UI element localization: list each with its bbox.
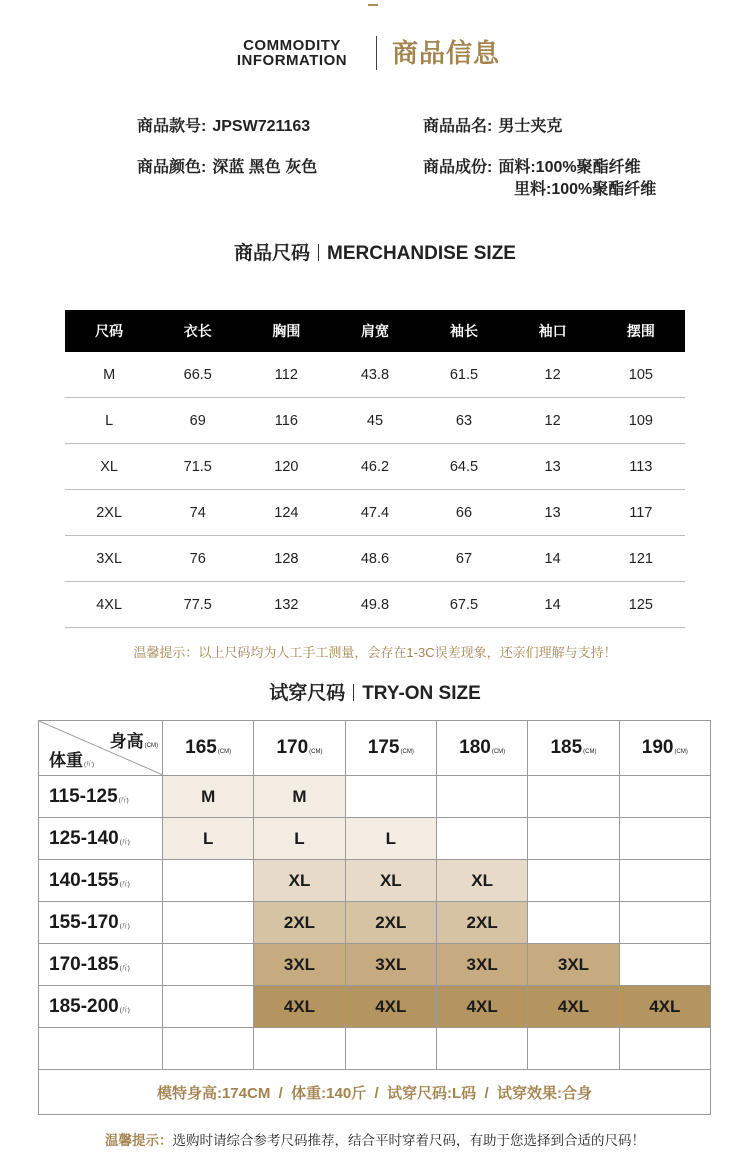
size-header-cell: 摆围 [597, 310, 685, 352]
height-value: 180 [459, 737, 491, 758]
size-table-cell: 117 [597, 490, 685, 536]
size-table-cell: 109 [597, 398, 685, 444]
tryon-size-cell: 3XL [528, 944, 619, 986]
tryon-size-cell [163, 944, 254, 986]
weight-range-value: 155-170 [49, 911, 119, 933]
size-table-cell: 4XL [65, 582, 153, 628]
product-color [137, 157, 317, 179]
height-unit: (CM) [491, 749, 506, 755]
size-table-cell: 13 [508, 444, 596, 490]
size-table-cell: 120 [242, 444, 330, 490]
size-table-row [65, 582, 685, 628]
size-table-cell: 14 [508, 536, 596, 582]
tryon-empty-cell [345, 1028, 436, 1070]
height-header-cell [163, 721, 254, 776]
weight-axis-label [49, 746, 94, 771]
tryon-size-cell: 4XL [528, 986, 619, 1028]
size-table-cell: 2XL [65, 490, 153, 536]
tryon-row [39, 944, 711, 986]
weight-unit: (斤) [119, 923, 130, 930]
size-table-row [65, 352, 685, 398]
height-axis-label [110, 727, 158, 752]
height-header-cell [436, 721, 527, 776]
tryon-row [39, 902, 711, 944]
size-measurement-note: 温馨提示：以上尺码均为人工手工测量，会存在1-3C误差现象，还亲们理解与支持！ [133, 645, 617, 660]
size-table-cell: 47.4 [330, 490, 419, 536]
size-header-cell: 袖长 [419, 310, 508, 352]
tryon-size-cell [619, 902, 710, 944]
footer-tip-text: 选购时请综合参考尺码推荐，结合平时穿着尺码，有助于您选择到合适的尺码！ [172, 1133, 645, 1148]
tryon-size-cell [163, 986, 254, 1028]
size-table-cell: 66.5 [153, 352, 242, 398]
header-chinese-title: 商品信息 [392, 38, 501, 68]
height-unit: (CM) [674, 749, 688, 755]
weight-unit: (斤) [119, 965, 130, 972]
tryon-size-cell [528, 860, 619, 902]
size-table-cell: XL [65, 444, 153, 490]
merchandise-size-title-cn: 商品尺码 [234, 243, 311, 264]
tryon-empty-cell [619, 1028, 710, 1070]
product-name [423, 116, 562, 138]
size-table-cell: 49.8 [330, 582, 419, 628]
size-table-row [65, 444, 685, 490]
tryon-empty-cell [436, 1028, 527, 1070]
tryon-corner-cell [39, 721, 163, 776]
weight-unit: (斤) [84, 762, 94, 768]
tryon-size-cell: 2XL [254, 902, 345, 944]
height-value: 165 [185, 737, 217, 758]
header-english [222, 38, 362, 68]
product-color-value: 深蓝 黑色 灰色 [212, 159, 318, 176]
weight-unit: (斤) [119, 1007, 130, 1014]
style-number-label: 商品款号: [137, 118, 207, 135]
size-table-row [65, 536, 685, 582]
tryon-size-cell: XL [254, 860, 345, 902]
tryon-size-cell: 4XL [619, 986, 710, 1028]
size-table-cell: L [65, 398, 153, 444]
height-value: 185 [550, 737, 583, 758]
product-name-value: 男士夹克 [498, 118, 563, 135]
tryon-size-cell [163, 860, 254, 902]
height-unit: (CM) [217, 749, 232, 755]
size-table-cell: 77.5 [153, 582, 242, 628]
weight-range-cell [39, 944, 163, 986]
top-decoration [368, 0, 378, 6]
footer-tip-label: 温馨提示： [105, 1133, 173, 1148]
tryon-size-cell [436, 818, 527, 860]
size-table-cell: 67.5 [419, 582, 508, 628]
tryon-header-row [39, 721, 711, 776]
product-fabric-label: 商品成份: [423, 159, 493, 176]
size-table-cell: 3XL [65, 536, 153, 582]
size-table-cell: 61.5 [419, 352, 508, 398]
size-table-cell: 45 [330, 398, 419, 444]
height-label-text: 身高 [109, 732, 144, 751]
size-header-cell: 肩宽 [330, 310, 419, 352]
tryon-row [39, 818, 711, 860]
weight-range-cell [39, 860, 163, 902]
size-table-cell: 13 [508, 490, 596, 536]
height-unit: (CM) [583, 749, 597, 755]
product-fabric [423, 157, 656, 201]
style-number [137, 116, 310, 138]
weight-range-value: 170-185 [49, 953, 119, 975]
tryon-empty-cell [528, 1028, 619, 1070]
weight-range-cell [39, 818, 163, 860]
tryon-size-cell [345, 776, 436, 818]
tryon-empty-cell [254, 1028, 345, 1070]
tryon-size-cell [619, 944, 710, 986]
model-info-cell: 模特身高:174CM / 体重:140斤 / 试穿尺码:L码 / 试穿效果:合身 [39, 1070, 711, 1115]
weight-range-cell [39, 902, 163, 944]
product-color-label: 商品颜色: [137, 159, 207, 176]
size-table-cell: 125 [597, 582, 685, 628]
size-header-cell: 尺码 [65, 310, 153, 352]
height-header-cell [619, 721, 710, 776]
weight-unit: (斤) [119, 839, 130, 846]
tryon-size-cell: L [163, 818, 254, 860]
tryon-size-cell: L [345, 818, 436, 860]
size-header-cell: 衣长 [153, 310, 242, 352]
header-divider [376, 36, 377, 70]
size-header-cell: 胸围 [242, 310, 330, 352]
tryon-empty-row [39, 1028, 711, 1070]
weight-range-value: 140-155 [49, 869, 119, 891]
height-unit: (CM) [144, 743, 158, 749]
height-header-cell [528, 721, 619, 776]
weight-unit: (斤) [118, 797, 129, 804]
tryon-empty-cell [39, 1028, 163, 1070]
tryon-table-body [39, 721, 711, 1115]
tryon-size-cell [528, 818, 619, 860]
weight-label-text: 体重 [49, 751, 83, 770]
size-table-cell: 69 [153, 398, 242, 444]
tryon-size-cell [619, 776, 710, 818]
tryon-table [38, 720, 711, 1115]
tryon-row [39, 986, 711, 1028]
tryon-size-cell [528, 902, 619, 944]
size-table-cell: 43.8 [330, 352, 419, 398]
tryon-size-cell [619, 860, 710, 902]
weight-range-value: 185-200 [49, 995, 119, 1017]
tryon-row [39, 860, 711, 902]
size-table-cell: 64.5 [419, 444, 508, 490]
size-table-cell: 46.2 [330, 444, 419, 490]
product-fabric-line2: 里料:100%聚酯纤维 [514, 181, 657, 198]
height-header-cell [345, 721, 436, 776]
tryon-size-cell [619, 818, 710, 860]
weight-range-value: 115-125 [49, 785, 118, 807]
model-info-row [39, 1070, 711, 1115]
size-table-cell: 76 [153, 536, 242, 582]
size-table-cell: 48.6 [330, 536, 419, 582]
size-table-cell: 116 [242, 398, 330, 444]
size-table-cell: 12 [508, 352, 596, 398]
size-table-cell: 67 [419, 536, 508, 582]
tryon-size-cell: XL [436, 860, 527, 902]
tryon-size-cell: 3XL [436, 944, 527, 986]
tryon-size-cell: M [163, 776, 254, 818]
tryon-size-cell [528, 776, 619, 818]
tryon-empty-cell [163, 1028, 254, 1070]
product-name-label: 商品品名: [423, 118, 493, 135]
size-table-cell: 12 [508, 398, 596, 444]
merchandise-size-title [0, 238, 750, 265]
size-table-cell: 112 [242, 352, 330, 398]
title-divider [318, 244, 319, 261]
size-table-cell: 128 [242, 536, 330, 582]
size-table-header-row [65, 310, 685, 352]
height-header-cell [254, 721, 345, 776]
tryon-size-cell: XL [345, 860, 436, 902]
tryon-size-cell [436, 776, 527, 818]
title-divider [353, 684, 354, 701]
size-table-cell: 14 [508, 582, 596, 628]
header-en-line1: COMMODITY [243, 37, 341, 54]
merchandise-size-title-en: MERCHANDISE SIZE [327, 243, 516, 264]
height-value: 190 [641, 737, 674, 758]
weight-range-value: 125-140 [49, 827, 119, 849]
size-table-row [65, 490, 685, 536]
height-value: 175 [367, 737, 400, 758]
tryon-size-title-en: TRY-ON SIZE [362, 683, 481, 704]
weight-range-cell [39, 776, 163, 818]
size-table-cell: 124 [242, 490, 330, 536]
tryon-size-cell: 3XL [345, 944, 436, 986]
weight-range-cell [39, 986, 163, 1028]
footer-tip [0, 1129, 750, 1149]
size-table-cell: 113 [597, 444, 685, 490]
size-table-cell: 63 [419, 398, 508, 444]
size-table-cell: 71.5 [153, 444, 242, 490]
size-table-row [65, 398, 685, 444]
size-chart-table [65, 310, 685, 628]
tryon-size-cell: 3XL [254, 944, 345, 986]
size-table-cell: 132 [242, 582, 330, 628]
tryon-size-title [0, 678, 750, 705]
size-table-body [65, 352, 685, 628]
size-header-cell: 袖口 [508, 310, 596, 352]
tryon-size-cell: M [254, 776, 345, 818]
tryon-size-cell [163, 902, 254, 944]
style-number-value: JPSW721163 [212, 118, 311, 135]
size-table-cell: 121 [597, 536, 685, 582]
weight-unit: (斤) [119, 881, 130, 888]
tryon-size-title-cn: 试穿尺码 [269, 683, 346, 704]
tryon-size-cell: L [254, 818, 345, 860]
height-unit: (CM) [309, 749, 323, 755]
product-fabric-line1: 面料:100%聚酯纤维 [498, 159, 641, 176]
size-table-cell: M [65, 352, 153, 398]
tryon-size-cell: 2XL [345, 902, 436, 944]
height-value: 170 [276, 737, 309, 758]
tryon-size-cell: 4XL [436, 986, 527, 1028]
size-table-cell: 105 [597, 352, 685, 398]
size-table-cell: 66 [419, 490, 508, 536]
page-header [0, 36, 750, 72]
height-unit: (CM) [400, 749, 414, 755]
tryon-size-cell: 4XL [345, 986, 436, 1028]
tryon-row [39, 776, 711, 818]
tryon-size-cell: 4XL [254, 986, 345, 1028]
header-en-line2: INFORMATION [236, 52, 348, 69]
tryon-size-cell: 2XL [436, 902, 527, 944]
size-table-cell: 74 [153, 490, 242, 536]
